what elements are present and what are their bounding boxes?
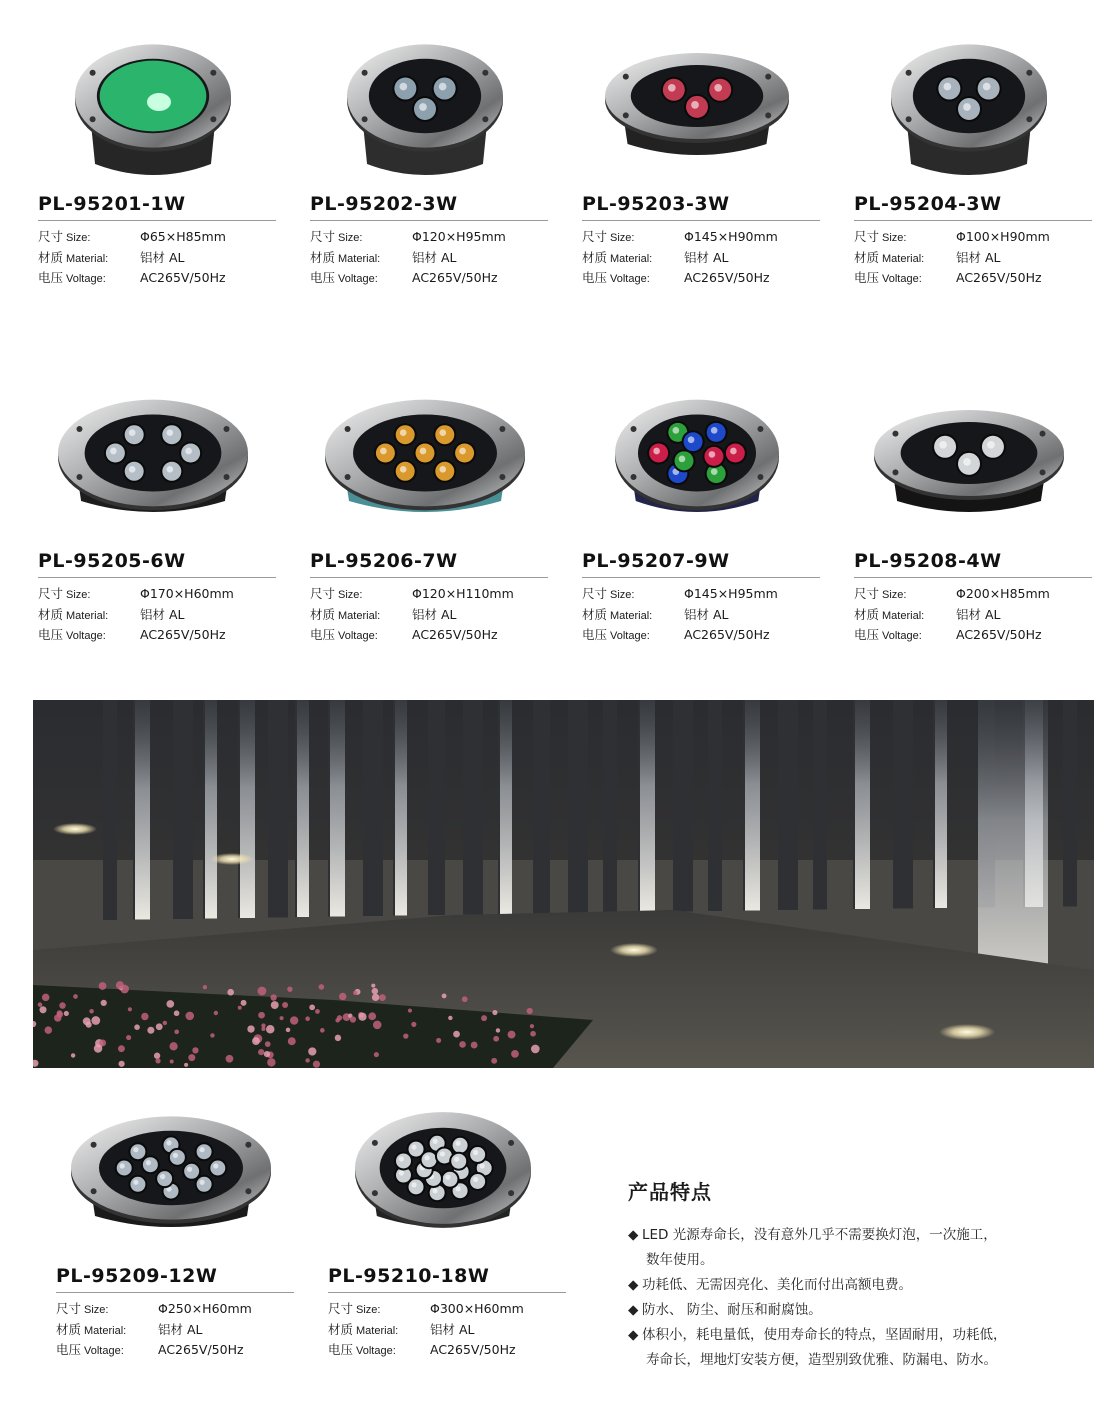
spec-label-cn: 材质 bbox=[328, 1321, 354, 1337]
spec-label-cn: 材质 bbox=[854, 249, 880, 265]
product-card bbox=[854, 34, 1092, 289]
lamp-image bbox=[854, 391, 1092, 546]
spec-value-material: 铝材 AL bbox=[430, 1321, 475, 1337]
spec-row-voltage bbox=[328, 1340, 566, 1361]
features-title: 产品特点 bbox=[628, 1180, 712, 1204]
spec-label-cn: 材质 bbox=[310, 249, 336, 265]
spec-label-en: Material: bbox=[882, 252, 925, 265]
feature-text: LED 光源寿命长，没有意外几乎不需要换灯泡，一次施工， bbox=[642, 1227, 997, 1243]
product-card bbox=[328, 1106, 566, 1361]
spec-label-en: Voltage: bbox=[338, 273, 378, 285]
spec-label-en: Material: bbox=[66, 609, 109, 622]
spec-row-material bbox=[854, 248, 1092, 269]
spec-row-material bbox=[854, 605, 1092, 626]
spec-row-size bbox=[854, 227, 1092, 248]
product-model: PL-95207-9W bbox=[582, 550, 820, 578]
spec-label-cn: 尺寸 bbox=[854, 586, 880, 601]
spec-value-size: Φ100×H90mm bbox=[956, 229, 1050, 244]
installation-photo bbox=[33, 700, 1094, 1068]
spec-value-voltage: AC265V/50Hz bbox=[956, 270, 1042, 285]
spec-value-size: Φ65×H85mm bbox=[140, 229, 226, 244]
lamp-image bbox=[56, 1106, 294, 1261]
spec-label-cn: 尺寸 bbox=[854, 229, 880, 244]
spec-value-size: Φ200×H85mm bbox=[956, 586, 1050, 601]
lamp-image bbox=[854, 34, 1092, 189]
spec-row-size bbox=[582, 227, 820, 248]
spec-value-voltage: AC265V/50Hz bbox=[412, 270, 498, 285]
bullet-icon: ◆ bbox=[628, 1302, 639, 1318]
product-model: PL-95209-12W bbox=[56, 1265, 294, 1293]
feature-text: 功耗低、无需因亮化、美化而付出高额电费。 bbox=[642, 1277, 912, 1293]
spec-label-cn: 材质 bbox=[582, 249, 608, 265]
spec-row-material bbox=[328, 1320, 566, 1341]
spec-table bbox=[56, 1299, 294, 1361]
spec-value-voltage: AC265V/50Hz bbox=[684, 627, 770, 642]
product-card bbox=[38, 34, 276, 289]
spec-row-size bbox=[854, 584, 1092, 605]
spec-label-cn: 尺寸 bbox=[310, 229, 336, 244]
feature-item bbox=[628, 1273, 1088, 1298]
lamp-image bbox=[582, 391, 820, 546]
spec-label-en: Voltage: bbox=[610, 630, 650, 642]
product-card bbox=[56, 1106, 294, 1361]
spec-label-cn: 尺寸 bbox=[582, 586, 608, 601]
product-model: PL-95206-7W bbox=[310, 550, 548, 578]
spec-value-voltage: AC265V/50Hz bbox=[158, 1342, 244, 1357]
product-model: PL-95204-3W bbox=[854, 193, 1092, 221]
spec-row-size bbox=[582, 584, 820, 605]
spec-row-voltage bbox=[310, 625, 548, 646]
lamp-image bbox=[582, 34, 820, 189]
spec-label-cn: 材质 bbox=[582, 606, 608, 622]
spec-label-cn: 电压 bbox=[854, 627, 880, 642]
spec-value-material: 铝材 AL bbox=[412, 249, 457, 265]
spec-label-en: Size: bbox=[338, 589, 363, 601]
spec-label-cn: 材质 bbox=[854, 606, 880, 622]
spec-value-voltage: AC265V/50Hz bbox=[684, 270, 770, 285]
feature-text: 寿命长，埋地灯安装方便，造型别致优雅、防漏电、防水。 bbox=[646, 1352, 997, 1368]
spec-row-material bbox=[38, 248, 276, 269]
spec-row-material bbox=[310, 605, 548, 626]
spec-label-cn: 电压 bbox=[582, 627, 608, 642]
spec-label-en: Size: bbox=[882, 232, 907, 244]
spec-label-en: Voltage: bbox=[882, 630, 922, 642]
spec-row-voltage bbox=[38, 268, 276, 289]
spec-row-voltage bbox=[56, 1340, 294, 1361]
spec-value-size: Φ170×H60mm bbox=[140, 586, 234, 601]
product-card bbox=[310, 34, 548, 289]
spec-row-material bbox=[582, 248, 820, 269]
spec-value-material: 铝材 AL bbox=[412, 606, 457, 622]
spec-value-material: 铝材 AL bbox=[684, 249, 729, 265]
spec-row-material bbox=[310, 248, 548, 269]
spec-label-cn: 材质 bbox=[38, 249, 64, 265]
spec-value-material: 铝材 AL bbox=[140, 249, 185, 265]
spec-label-cn: 电压 bbox=[38, 270, 64, 285]
lamp-image bbox=[310, 391, 548, 546]
spec-row-voltage bbox=[854, 625, 1092, 646]
spec-row-size bbox=[310, 584, 548, 605]
product-card bbox=[854, 391, 1092, 646]
spec-label-cn: 尺寸 bbox=[38, 229, 64, 244]
bullet-icon: ◆ bbox=[628, 1327, 639, 1343]
spec-label-cn: 尺寸 bbox=[38, 586, 64, 601]
feature-text: 防水、 防尘、耐压和耐腐蚀。 bbox=[642, 1302, 822, 1318]
product-model: PL-95202-3W bbox=[310, 193, 548, 221]
spec-label-cn: 材质 bbox=[56, 1321, 82, 1337]
spec-label-cn: 材质 bbox=[310, 606, 336, 622]
spec-value-size: Φ145×H90mm bbox=[684, 229, 778, 244]
spec-label-en: Size: bbox=[610, 589, 635, 601]
feature-text: 体积小，耗电量低，使用寿命长的特点，坚固耐用，功耗低， bbox=[642, 1327, 1007, 1343]
spec-row-size bbox=[38, 584, 276, 605]
spec-row-size bbox=[310, 227, 548, 248]
spec-row-size bbox=[38, 227, 276, 248]
spec-row-material bbox=[56, 1320, 294, 1341]
feature-item bbox=[628, 1323, 1088, 1373]
spec-value-material: 铝材 AL bbox=[956, 249, 1001, 265]
spec-value-material: 铝材 AL bbox=[140, 606, 185, 622]
spec-label-en: Voltage: bbox=[338, 630, 378, 642]
spec-table bbox=[310, 584, 548, 646]
spec-label-cn: 电压 bbox=[310, 627, 336, 642]
spec-label-en: Voltage: bbox=[66, 273, 106, 285]
product-model: PL-95205-6W bbox=[38, 550, 276, 578]
spec-label-en: Size: bbox=[610, 232, 635, 244]
bullet-icon: ◆ bbox=[628, 1227, 639, 1243]
spec-label-cn: 材质 bbox=[38, 606, 64, 622]
lamp-image bbox=[310, 34, 548, 189]
spec-label-en: Size: bbox=[66, 232, 91, 244]
product-card bbox=[582, 34, 820, 289]
spec-table bbox=[38, 227, 276, 289]
spec-label-en: Material: bbox=[338, 252, 381, 265]
spec-row-size bbox=[328, 1299, 566, 1320]
spec-row-voltage bbox=[310, 268, 548, 289]
spec-label-en: Material: bbox=[610, 252, 653, 265]
product-model: PL-95208-4W bbox=[854, 550, 1092, 578]
lamp-image bbox=[328, 1106, 566, 1261]
spec-label-cn: 尺寸 bbox=[56, 1301, 82, 1316]
product-features bbox=[628, 1176, 1088, 1373]
product-model: PL-95210-18W bbox=[328, 1265, 566, 1293]
spec-label-en: Voltage: bbox=[610, 273, 650, 285]
spec-value-voltage: AC265V/50Hz bbox=[956, 627, 1042, 642]
spec-table bbox=[582, 227, 820, 289]
spec-label-en: Voltage: bbox=[882, 273, 922, 285]
spec-value-voltage: AC265V/50Hz bbox=[140, 270, 226, 285]
spec-label-en: Material: bbox=[610, 609, 653, 622]
spec-label-cn: 电压 bbox=[328, 1342, 354, 1357]
spec-label-cn: 电压 bbox=[854, 270, 880, 285]
product-card bbox=[582, 391, 820, 646]
spec-row-voltage bbox=[582, 268, 820, 289]
spec-label-cn: 电压 bbox=[310, 270, 336, 285]
spec-label-en: Material: bbox=[66, 252, 109, 265]
spec-table bbox=[854, 584, 1092, 646]
spec-label-en: Material: bbox=[356, 1324, 399, 1337]
lamp-image bbox=[38, 391, 276, 546]
spec-table bbox=[38, 584, 276, 646]
product-card bbox=[310, 391, 548, 646]
spec-value-material: 铝材 AL bbox=[684, 606, 729, 622]
spec-label-en: Size: bbox=[338, 232, 363, 244]
lamp-image bbox=[38, 34, 276, 189]
bullet-icon: ◆ bbox=[628, 1277, 639, 1293]
spec-table bbox=[310, 227, 548, 289]
feature-text: 数年使用。 bbox=[646, 1252, 714, 1268]
feature-item bbox=[628, 1298, 1088, 1323]
spec-label-en: Size: bbox=[66, 589, 91, 601]
spec-table bbox=[582, 584, 820, 646]
spec-label-en: Size: bbox=[882, 589, 907, 601]
spec-label-en: Voltage: bbox=[356, 1345, 396, 1357]
spec-value-voltage: AC265V/50Hz bbox=[140, 627, 226, 642]
spec-value-voltage: AC265V/50Hz bbox=[412, 627, 498, 642]
spec-row-material bbox=[582, 605, 820, 626]
spec-label-en: Voltage: bbox=[84, 1345, 124, 1357]
spec-label-en: Material: bbox=[338, 609, 381, 622]
spec-value-size: Φ120×H110mm bbox=[412, 586, 514, 601]
spec-table bbox=[854, 227, 1092, 289]
spec-label-cn: 尺寸 bbox=[328, 1301, 354, 1316]
spec-row-material bbox=[38, 605, 276, 626]
spec-value-size: Φ145×H95mm bbox=[684, 586, 778, 601]
spec-row-voltage bbox=[582, 625, 820, 646]
spec-value-voltage: AC265V/50Hz bbox=[430, 1342, 516, 1357]
spec-label-cn: 电压 bbox=[56, 1342, 82, 1357]
spec-label-cn: 尺寸 bbox=[310, 586, 336, 601]
spec-label-en: Size: bbox=[356, 1304, 381, 1316]
feature-item bbox=[628, 1223, 1088, 1273]
spec-row-size bbox=[56, 1299, 294, 1320]
spec-value-material: 铝材 AL bbox=[956, 606, 1001, 622]
product-card bbox=[38, 391, 276, 646]
spec-label-en: Material: bbox=[84, 1324, 127, 1337]
spec-label-cn: 电压 bbox=[38, 627, 64, 642]
features-list bbox=[628, 1223, 1088, 1373]
spec-value-size: Φ120×H95mm bbox=[412, 229, 506, 244]
spec-label-cn: 尺寸 bbox=[582, 229, 608, 244]
spec-label-en: Size: bbox=[84, 1304, 109, 1316]
spec-label-cn: 电压 bbox=[582, 270, 608, 285]
product-model: PL-95203-3W bbox=[582, 193, 820, 221]
spec-label-en: Voltage: bbox=[66, 630, 106, 642]
spec-label-en: Material: bbox=[882, 609, 925, 622]
spec-value-material: 铝材 AL bbox=[158, 1321, 203, 1337]
product-model: PL-95201-1W bbox=[38, 193, 276, 221]
spec-row-voltage bbox=[854, 268, 1092, 289]
spec-value-size: Φ250×H60mm bbox=[158, 1301, 252, 1316]
spec-value-size: Φ300×H60mm bbox=[430, 1301, 524, 1316]
spec-table bbox=[328, 1299, 566, 1361]
spec-row-voltage bbox=[38, 625, 276, 646]
